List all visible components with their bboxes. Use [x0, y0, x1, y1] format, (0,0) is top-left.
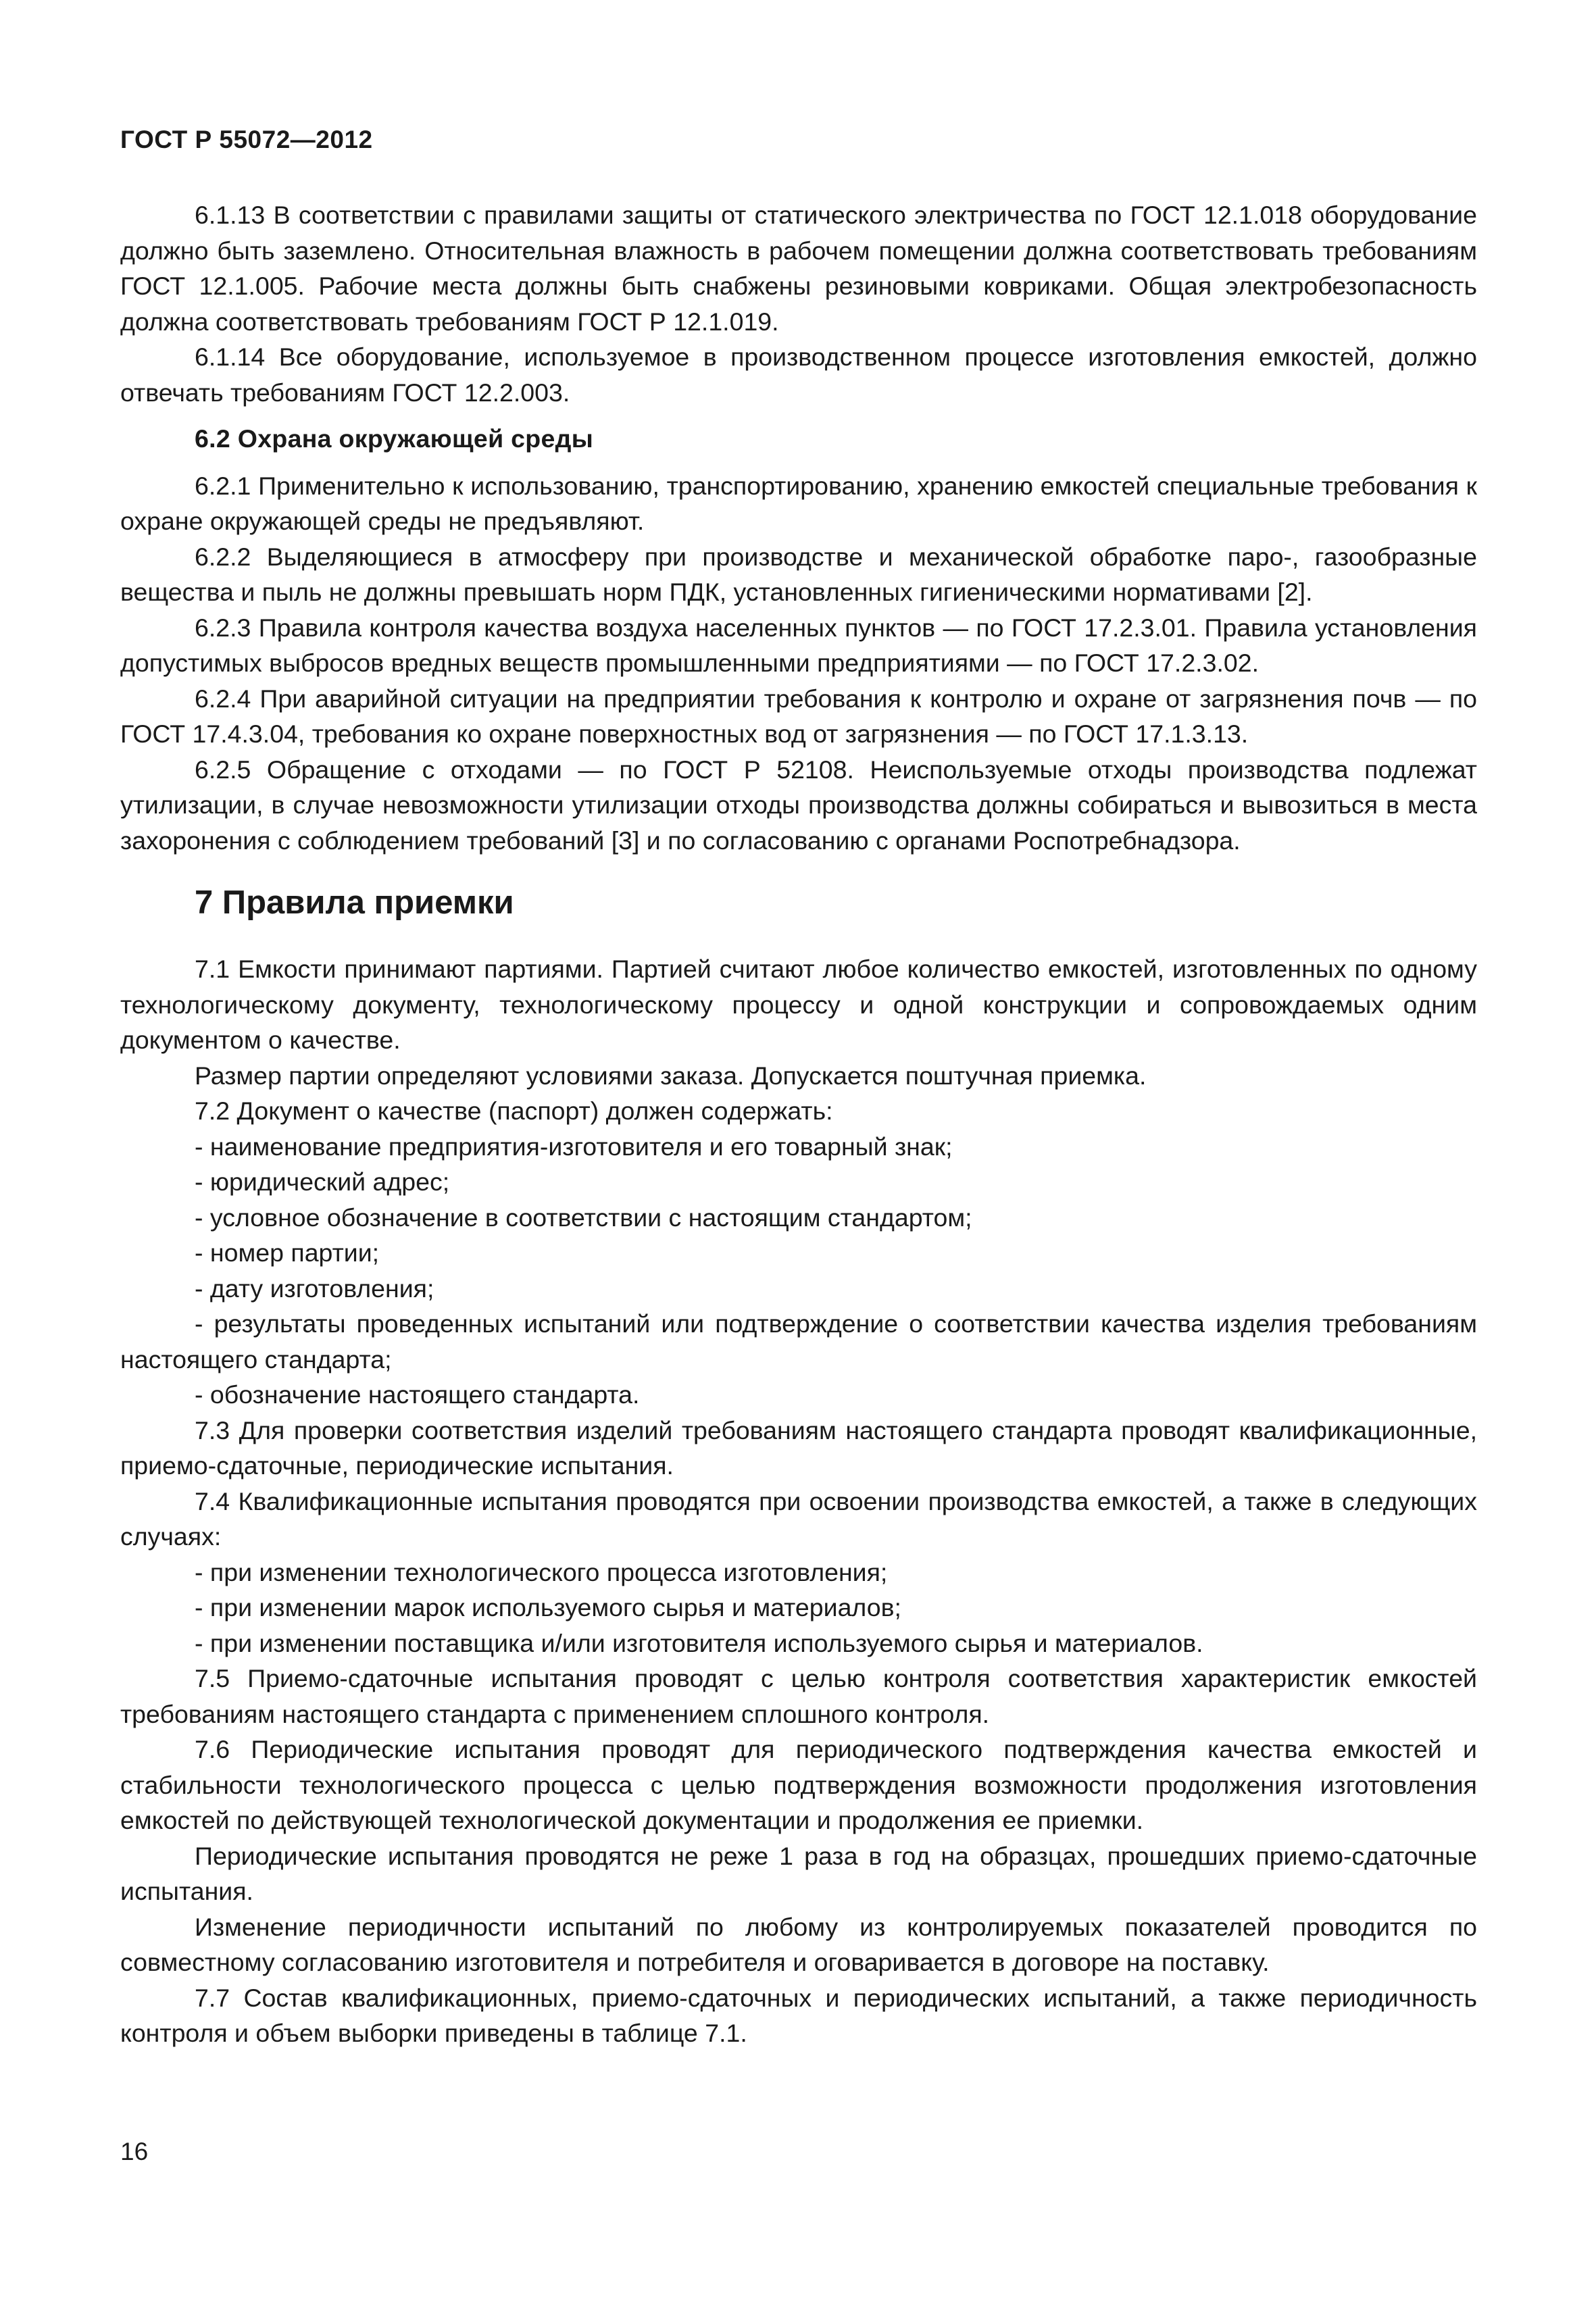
paragraph-periodic-tests: Периодические испытания проводятся не реже 1 раза в год на образцах, прошедших приемо-сдаточные испытания.: [120, 1841, 1477, 1905]
paragraph-7-2: 7.2 Документ о качестве (паспорт) должен содержать:: [195, 1097, 833, 1125]
paragraph-6-2-4: 6.2.4 При аварийной ситуации на предприятии требования к контролю и охране от загрязнения почв — по ГОСТ 17.4.3.04, требования ко охране поверхностных вод от загрязнения — по ГОСТ 17.1.3.13.: [120, 684, 1477, 748]
list-item: - условное обозначение в соответствии с настоящим стандартом;: [195, 1203, 972, 1232]
standard-code-header: ГОСТ Р 55072—2012: [120, 126, 373, 153]
subsection-heading-6-2: 6.2 Охрана окружающей среды: [195, 424, 594, 453]
list-item: - при изменении технологического процесса изготовления;: [195, 1557, 888, 1586]
paragraph-7-3: 7.3 Для проверки соответствия изделий требованиям настоящего стандарта проводят квалификационные, приемо-сдаточные, периодические испытания.: [120, 1415, 1477, 1480]
paragraph-6-2-1: 6.2.1 Применительно к использованию, транспортированию, хранению емкостей специальные требования к охране окружающей среды не предъявляют.: [120, 471, 1477, 535]
paragraph-6-2-3: 6.2.3 Правила контроля качества воздуха населенных пунктов — по ГОСТ 17.2.3.01. Правила установления допустимых выбросов вредных веществ промышленными предприятиями — по ГОСТ 17.2.3.02.: [120, 613, 1477, 677]
list-item: - при изменении поставщика и/или изготовителя используемого сырья и материалов.: [195, 1628, 1203, 1657]
paragraph-7-6: 7.6 Периодические испытания проводят для периодического подтверждения качества емкостей и стабильности технологического процесса с целью подтверждения возможности продолжения изготовления емкостей по действующей технологической документации и продолжения ее приемки.: [120, 1735, 1477, 1834]
list-item: - дату изготовления;: [195, 1274, 434, 1303]
paragraph-periodicity-change: Изменение периодичности испытаний по любому из контролируемых показателей проводится по совместному согласованию изготовителя и потребителя и оговаривается в договоре на поставку.: [120, 1912, 1477, 1976]
list-item: - результаты проведенных испытаний или подтверждение о соответствии качества изделия требованиям настоящего стандарта;: [120, 1309, 1477, 1374]
section-heading-7: 7 Правила приемки: [195, 884, 514, 921]
paragraph-6-2-5: 6.2.5 Обращение с отходами — по ГОСТ Р 52108. Неиспользуемые отходы производства подлежат утилизации, в случае невозможности утилизации отходы производства должны собираться и вывозиться в места захоронения с соблюдением требований [3] и по согласованию с органами Роспотребнадзора.: [120, 755, 1477, 855]
paragraph-6-1-13: 6.1.13 В соответствии с правилами защиты от статического электричества по ГОСТ 12.1.018 оборудование должно быть заземлено. Относительная влажность в рабочем помещении должна соответствовать требованиям ГОСТ 12.1.005. Рабочие места должны быть снабжены резиновыми ковриками. Общая электробезопасность должна соответствовать требованиям ГОСТ Р 12.1.019.: [120, 201, 1477, 336]
paragraph-7-7: 7.7 Состав квалификационных, приемо-сдаточных и периодических испытаний, а также периодичность контроля и объем выборки приведены в таблице 7.1.: [120, 1983, 1477, 2047]
paragraph-6-2-2: 6.2.2 Выделяющиеся в атмосферу при производстве и механической обработке паро-, газообразные вещества и пыль не должны превышать норм ПДК, установленных гигиеническими нормативами [2].: [120, 542, 1477, 606]
paragraph-7-4: 7.4 Квалификационные испытания проводятся при освоении производства емкостей, а также в следующих случаях:: [120, 1486, 1477, 1551]
page-number: 16: [120, 2138, 149, 2165]
paragraph-6-1-14: 6.1.14 Все оборудование, используемое в производственном процессе изготовления емкостей, должно отвечать требованиям ГОСТ 12.2.003.: [120, 343, 1477, 407]
paragraph-7-5: 7.5 Приемо-сдаточные испытания проводят с целью контроля соответствия характеристик емкостей требованиям настоящего стандарта с применением сплошного контроля.: [120, 1664, 1477, 1728]
list-item: - обозначение настоящего стандарта.: [195, 1380, 640, 1409]
list-item: - при изменении марок используемого сырья и материалов;: [195, 1593, 901, 1621]
paragraph-lot-size: Размер партии определяют условиями заказа. Допускается поштучная приемка.: [195, 1061, 1147, 1090]
document-body: [120, 197, 1477, 2051]
list-item: - наименование предприятия-изготовителя и его товарный знак;: [195, 1132, 953, 1161]
paragraph-7-1: 7.1 Емкости принимают партиями. Партией считают любое количество емкостей, изготовленных по одному технологическому документу, технологическому процессу и одной конструкции и сопровождаемых одним документом о качестве.: [120, 955, 1477, 1054]
list-item: - номер партии;: [195, 1238, 380, 1267]
list-item: - юридический адрес;: [195, 1167, 450, 1196]
